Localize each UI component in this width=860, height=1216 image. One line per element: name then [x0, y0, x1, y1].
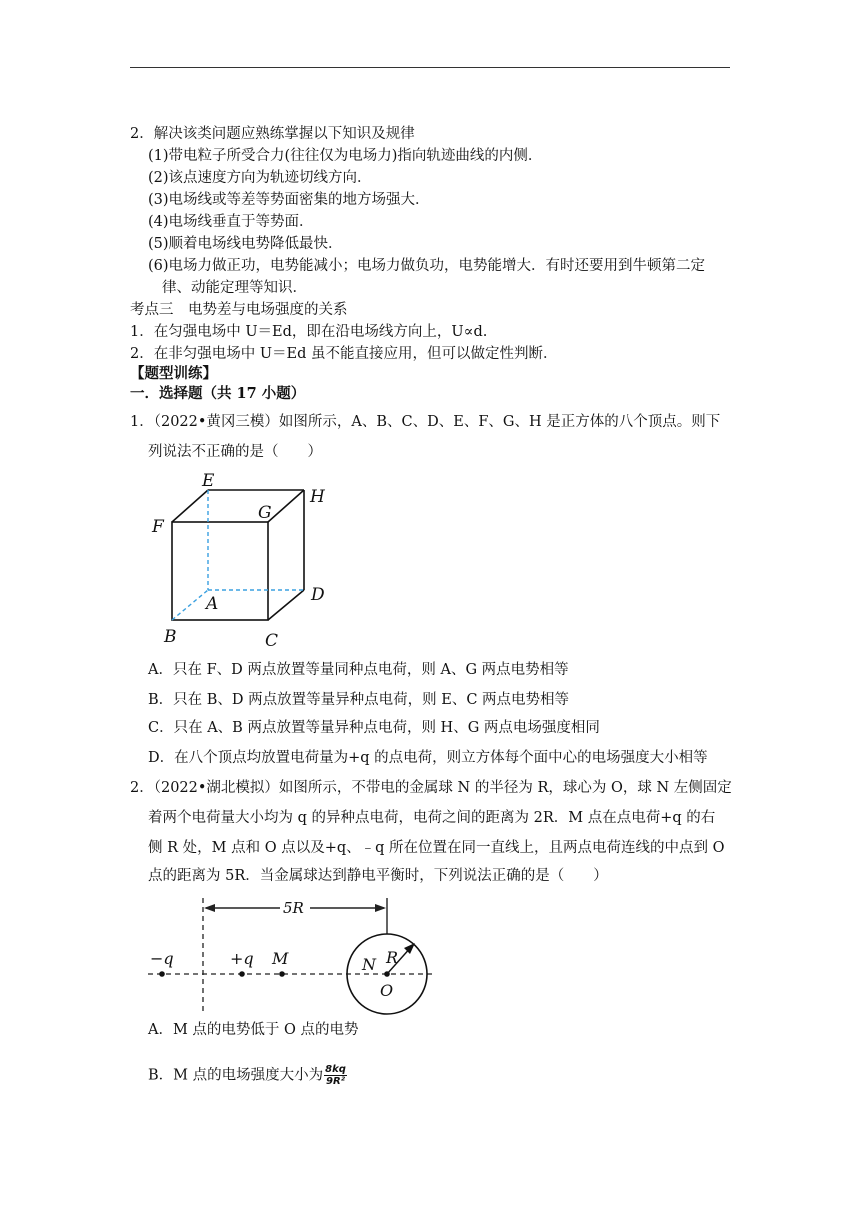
fraction-denominator: 9R²: [325, 1076, 346, 1087]
cube-edge-FE: [172, 490, 208, 522]
label-B: B: [164, 627, 177, 647]
label-R: R: [386, 948, 399, 967]
charge-neg-dot: [159, 971, 165, 977]
header-rule: [130, 67, 730, 68]
label-E: E: [202, 471, 215, 491]
intro-item-6-cont: 律、动能定理等知识．: [162, 280, 307, 296]
q2-stem-line4: 点的距离为 5R．当金属球达到静电平衡时，下列说法正确的是（ ）: [148, 868, 608, 884]
q1-option-c: C．只在 A、B 两点放置等量异种点电荷，则 H、G 两点电场强度相同: [148, 720, 600, 736]
intro-item-2: (2)该点速度方向为轨迹切线方向．: [148, 170, 372, 186]
q2-option-b: [148, 1064, 347, 1087]
intro-item-5: (5)顺着电场线电势降低最快．: [148, 236, 343, 252]
arrowhead-left: [204, 904, 215, 912]
q2-stem-line3: 侧 R 处，M 点和 O 点以及+q、﹣q 所在位置在同一直线上，且两点电荷连线的中点到 O: [148, 840, 725, 856]
q1-option-d: D．在八个顶点均放置电荷量为+q 的点电荷，则立方体每个面中心的电场强度大小相等: [148, 750, 708, 766]
q2-option-b-fraction: [324, 1064, 347, 1087]
intro-item-3: (3)电场线或等差等势面密集的地方场强大．: [148, 192, 430, 208]
label-G: G: [258, 503, 272, 523]
q2-option-b-text: B．M 点的电场强度大小为: [148, 1067, 324, 1084]
cube-hidden-edge-BA: [172, 590, 208, 620]
label-O: O: [380, 981, 394, 1000]
label-M: M: [272, 949, 289, 968]
label-A: A: [206, 594, 219, 614]
intro-item-6: (6)电场力做正功，电势能减小；电场力做负功，电势能增大．有时还要用到牛顿第二定: [148, 258, 706, 274]
distance-label: 5R: [283, 899, 304, 917]
label-D: D: [311, 585, 325, 605]
cube-edge-GH: [268, 490, 304, 522]
q2-charges-figure: [140, 890, 440, 1020]
intro-heading: 2．解决该类问题应熟练掌握以下知识及规律: [130, 126, 415, 142]
intro-item-4: (4)电场线垂直于等势面．: [148, 214, 314, 230]
q1-option-b: B．只在 B、D 两点放置等量异种点电荷，则 E、C 两点电势相等: [148, 692, 570, 708]
label-F: F: [152, 517, 164, 537]
q2-option-a: A．M 点的电势低于 O 点的电势: [148, 1022, 359, 1038]
label-H: H: [310, 487, 325, 507]
label-pos-q: +q: [230, 949, 254, 968]
label-neg-q: −q: [150, 949, 174, 968]
part-title: 一．选择题（共 17 小题）: [130, 385, 306, 402]
label-N: N: [362, 955, 376, 974]
intro-item-1: (1)带电粒子所受合力(往往仅为电场力)指向轨迹曲线的内侧．: [148, 148, 543, 164]
section3-item-2: 2．在非匀强电场中 U＝Ed 虽不能直接应用，但可以做定性判断．: [130, 346, 558, 362]
section3-item-1: 1．在匀强电场中 U＝Ed，即在沿电场线方向上，U∝d.: [130, 324, 488, 340]
q2-stem-line1: 2．（2022•湖北模拟）如图所示，不带电的金属球 N 的半径为 R，球心为 O，球 N 左侧固定: [130, 780, 732, 796]
q1-stem-line1: 1．（2022•黄冈三模）如图所示，A、B、C、D、E、F、G、H 是正方体的八个顶点。则下: [130, 414, 721, 430]
label-C: C: [265, 631, 279, 651]
section3-title: 考点三 电势差与电场强度的关系: [130, 302, 348, 318]
q1-stem-line2: 列说法不正确的是（ ）: [148, 444, 322, 460]
cube-front-face: [172, 522, 268, 620]
q2-stem-line2: 着两个电荷量大小均为 q 的异种点电荷，电荷之间的距离为 2R．M 点在点电荷+q 的右: [148, 810, 716, 826]
fraction-numerator: 8kq: [325, 1064, 346, 1075]
charge-pos-dot: [239, 971, 245, 977]
cube-edge-CD: [268, 590, 304, 620]
point-M-dot: [279, 971, 285, 977]
q1-cube-figure: [148, 470, 348, 660]
q1-option-a: A．只在 F、D 两点放置等量同种点电荷，则 A、G 两点电势相等: [148, 662, 569, 678]
arrowhead-right: [375, 904, 386, 912]
training-label: 【题型训练】: [130, 365, 217, 382]
